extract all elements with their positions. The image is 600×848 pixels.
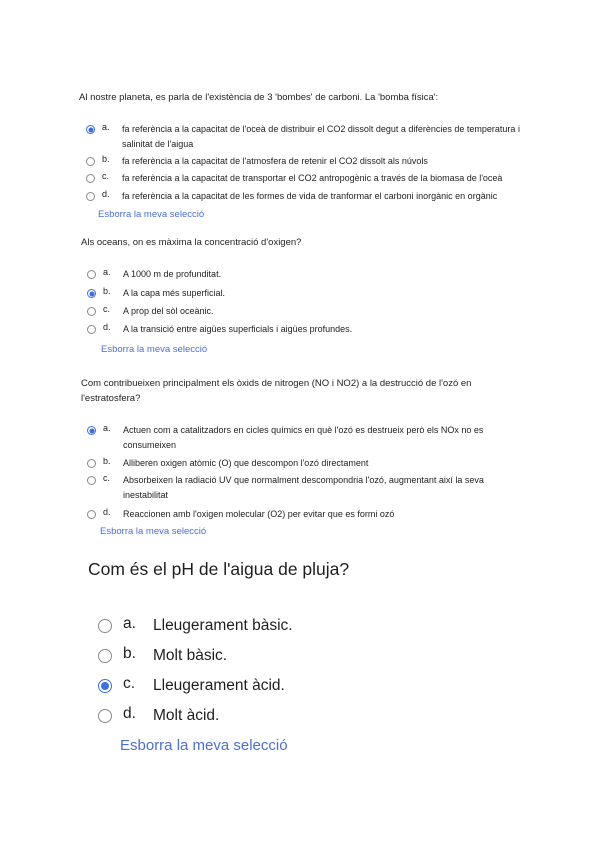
option-text: A 1000 m de profunditat. xyxy=(123,269,222,279)
option-letter: d. xyxy=(103,322,111,332)
option-letter: b. xyxy=(102,154,110,164)
option-text: Lleugerament bàsic. xyxy=(153,617,293,634)
radio-button[interactable] xyxy=(86,125,95,134)
answer-option-c[interactable] xyxy=(86,171,582,186)
radio-button[interactable] xyxy=(87,426,96,435)
option-letter: b. xyxy=(103,286,111,296)
option-letter: c. xyxy=(103,304,111,314)
option-letter: a. xyxy=(103,267,111,277)
question-prompt: Com és el pH de l'aigua de pluja? xyxy=(88,559,350,579)
option-text: fa referència a la capacitat de l'atmosfera de retenir el CO2 dissolt als núvols xyxy=(122,156,428,166)
clear-selection-link[interactable]: Esborra la meva selecció xyxy=(100,526,207,537)
answer-option-a[interactable] xyxy=(87,423,513,453)
option-letter: a. xyxy=(103,423,111,433)
option-text: Actuen com a catalitzadors en cicles químics en què l'ozó es destrueix però els NOx no es consumeixen xyxy=(123,425,484,450)
radio-button[interactable] xyxy=(86,174,95,183)
radio-button[interactable] xyxy=(87,270,96,279)
option-text: Molt àcid. xyxy=(153,707,220,724)
radio-button[interactable] xyxy=(87,325,96,334)
question-prompt: Al nostre planeta, es parla de l'existència de 3 'bombes' de carboni. La 'bomba física': xyxy=(79,92,439,103)
radio-button[interactable] xyxy=(98,679,112,693)
answer-option-b[interactable] xyxy=(98,645,227,667)
option-text: Reaccionen amb l'oxigen molecular (O2) per evitar que es formi ozó xyxy=(123,509,395,519)
radio-button[interactable] xyxy=(87,307,96,316)
radio-button[interactable] xyxy=(87,459,96,468)
answer-option-c[interactable] xyxy=(87,473,523,503)
option-letter: d. xyxy=(102,189,110,199)
answer-option-c[interactable] xyxy=(98,675,285,697)
option-text: fa referència a la capacitat de l'oceà de distribuir el CO2 dissolt degut a diferències de temperatura i salinitat de l'aigua xyxy=(122,124,520,149)
option-text: A la capa més superficial. xyxy=(123,288,226,298)
radio-button[interactable] xyxy=(86,192,95,201)
clear-selection-link[interactable]: Esborra la meva selecció xyxy=(120,737,288,754)
option-letter: b. xyxy=(123,645,136,662)
option-letter: c. xyxy=(103,473,111,483)
answer-option-b[interactable] xyxy=(87,456,513,471)
option-text: A la transició entre aigües superficials i aigües profundes. xyxy=(123,324,353,334)
radio-button[interactable] xyxy=(98,619,112,633)
option-text: Lleugerament àcid. xyxy=(153,677,285,694)
question-prompt: Als oceans, on es màxima la concentració d'oxigen? xyxy=(81,237,302,248)
question-prompt: Com contribueixen principalment els òxids de nitrogen (NO i NO2) a la destrucció de l'ozó en l'estratosfera? xyxy=(81,378,472,404)
option-letter: d. xyxy=(123,705,136,722)
option-letter: a. xyxy=(123,615,136,632)
answer-option-b[interactable] xyxy=(87,286,523,301)
option-text: fa referència a la capacitat de les formes de vida de tranformar el carboni inorgànic en orgànic xyxy=(122,191,498,201)
option-letter: b. xyxy=(103,456,111,466)
option-letter: d. xyxy=(103,507,111,517)
option-text: A prop del sòl oceànic. xyxy=(123,306,214,316)
radio-button[interactable] xyxy=(87,510,96,519)
option-text: Molt bàsic. xyxy=(153,647,228,664)
answer-option-a[interactable] xyxy=(98,615,293,637)
answer-option-d[interactable] xyxy=(98,705,219,727)
option-text: Absorbeixen la radiació UV que normalment descompondria l'ozó, augmentant així la seva inestabilitat xyxy=(123,475,484,500)
radio-button[interactable] xyxy=(87,289,96,298)
clear-selection-link[interactable]: Esborra la meva selecció xyxy=(101,344,208,355)
answer-option-c[interactable] xyxy=(87,304,523,319)
radio-button[interactable] xyxy=(98,709,112,723)
option-letter: c. xyxy=(123,675,136,692)
answer-option-d[interactable] xyxy=(87,322,523,337)
answer-option-d[interactable] xyxy=(86,189,582,204)
radio-button[interactable] xyxy=(87,476,96,485)
radio-button[interactable] xyxy=(98,649,112,663)
answer-option-b[interactable] xyxy=(86,154,582,169)
option-letter: a. xyxy=(102,122,110,132)
option-text: Alliberen oxigen atòmic (O) que descompon l'ozó directament xyxy=(123,458,369,468)
answer-option-a[interactable] xyxy=(86,122,522,152)
answer-option-a[interactable] xyxy=(87,267,523,282)
radio-button[interactable] xyxy=(86,157,95,166)
option-text: fa referència a la capacitat de transportar el CO2 antropogènic a través de la biomasa de l'oceà xyxy=(122,173,503,183)
option-letter: c. xyxy=(102,171,110,181)
clear-selection-link[interactable]: Esborra la meva selecció xyxy=(98,209,205,220)
answer-option-d[interactable] xyxy=(87,507,513,522)
